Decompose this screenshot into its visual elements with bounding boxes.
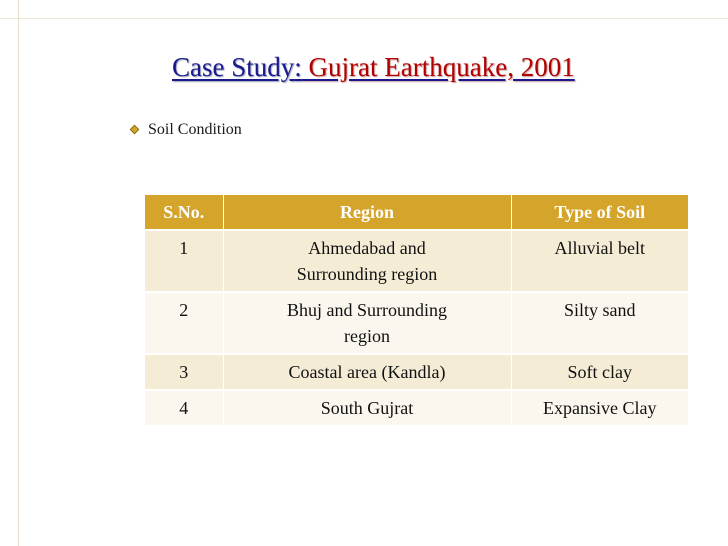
- diamond-bullet-icon: [130, 125, 140, 135]
- slide-title: [172, 52, 575, 83]
- region-line-2: region: [344, 326, 390, 346]
- cell-sno: 3: [145, 354, 223, 390]
- cell-soil: Alluvial belt: [511, 230, 688, 292]
- cell-region: Coastal area (Kandla): [223, 354, 511, 390]
- bullet-text: Soil Condition: [148, 121, 242, 138]
- table-row: [145, 230, 688, 292]
- header-soil-type: Type of Soil: [511, 195, 688, 230]
- table-row: [145, 354, 688, 390]
- header-sno: S.No.: [145, 195, 223, 230]
- table-row: [145, 292, 688, 354]
- slide-frame-left: [0, 0, 19, 546]
- cell-soil: Silty sand: [511, 292, 688, 354]
- title-event: Gujrat Earthquake, 2001: [301, 52, 575, 82]
- cell-region: [223, 230, 511, 292]
- region-line-1: Ahmedabad and: [308, 238, 426, 258]
- cell-sno: 1: [145, 230, 223, 292]
- bullet-soil-condition: [130, 121, 242, 139]
- cell-sno: 2: [145, 292, 223, 354]
- cell-soil: Soft clay: [511, 354, 688, 390]
- region-line-1: Bhuj and Surrounding: [287, 300, 447, 320]
- cell-sno: 4: [145, 390, 223, 425]
- header-region: Region: [223, 195, 511, 230]
- title-separator: :: [294, 52, 302, 82]
- soil-table: [145, 195, 688, 425]
- cell-region: [223, 292, 511, 354]
- cell-region: South Gujrat: [223, 390, 511, 425]
- region-line-2: Surrounding region: [296, 264, 438, 284]
- table-row: [145, 390, 688, 425]
- cell-soil: Expansive Clay: [511, 390, 688, 425]
- slide-frame-top: [0, 0, 728, 19]
- table-header-row: [145, 195, 688, 230]
- title-case-study: Case Study: [172, 52, 295, 82]
